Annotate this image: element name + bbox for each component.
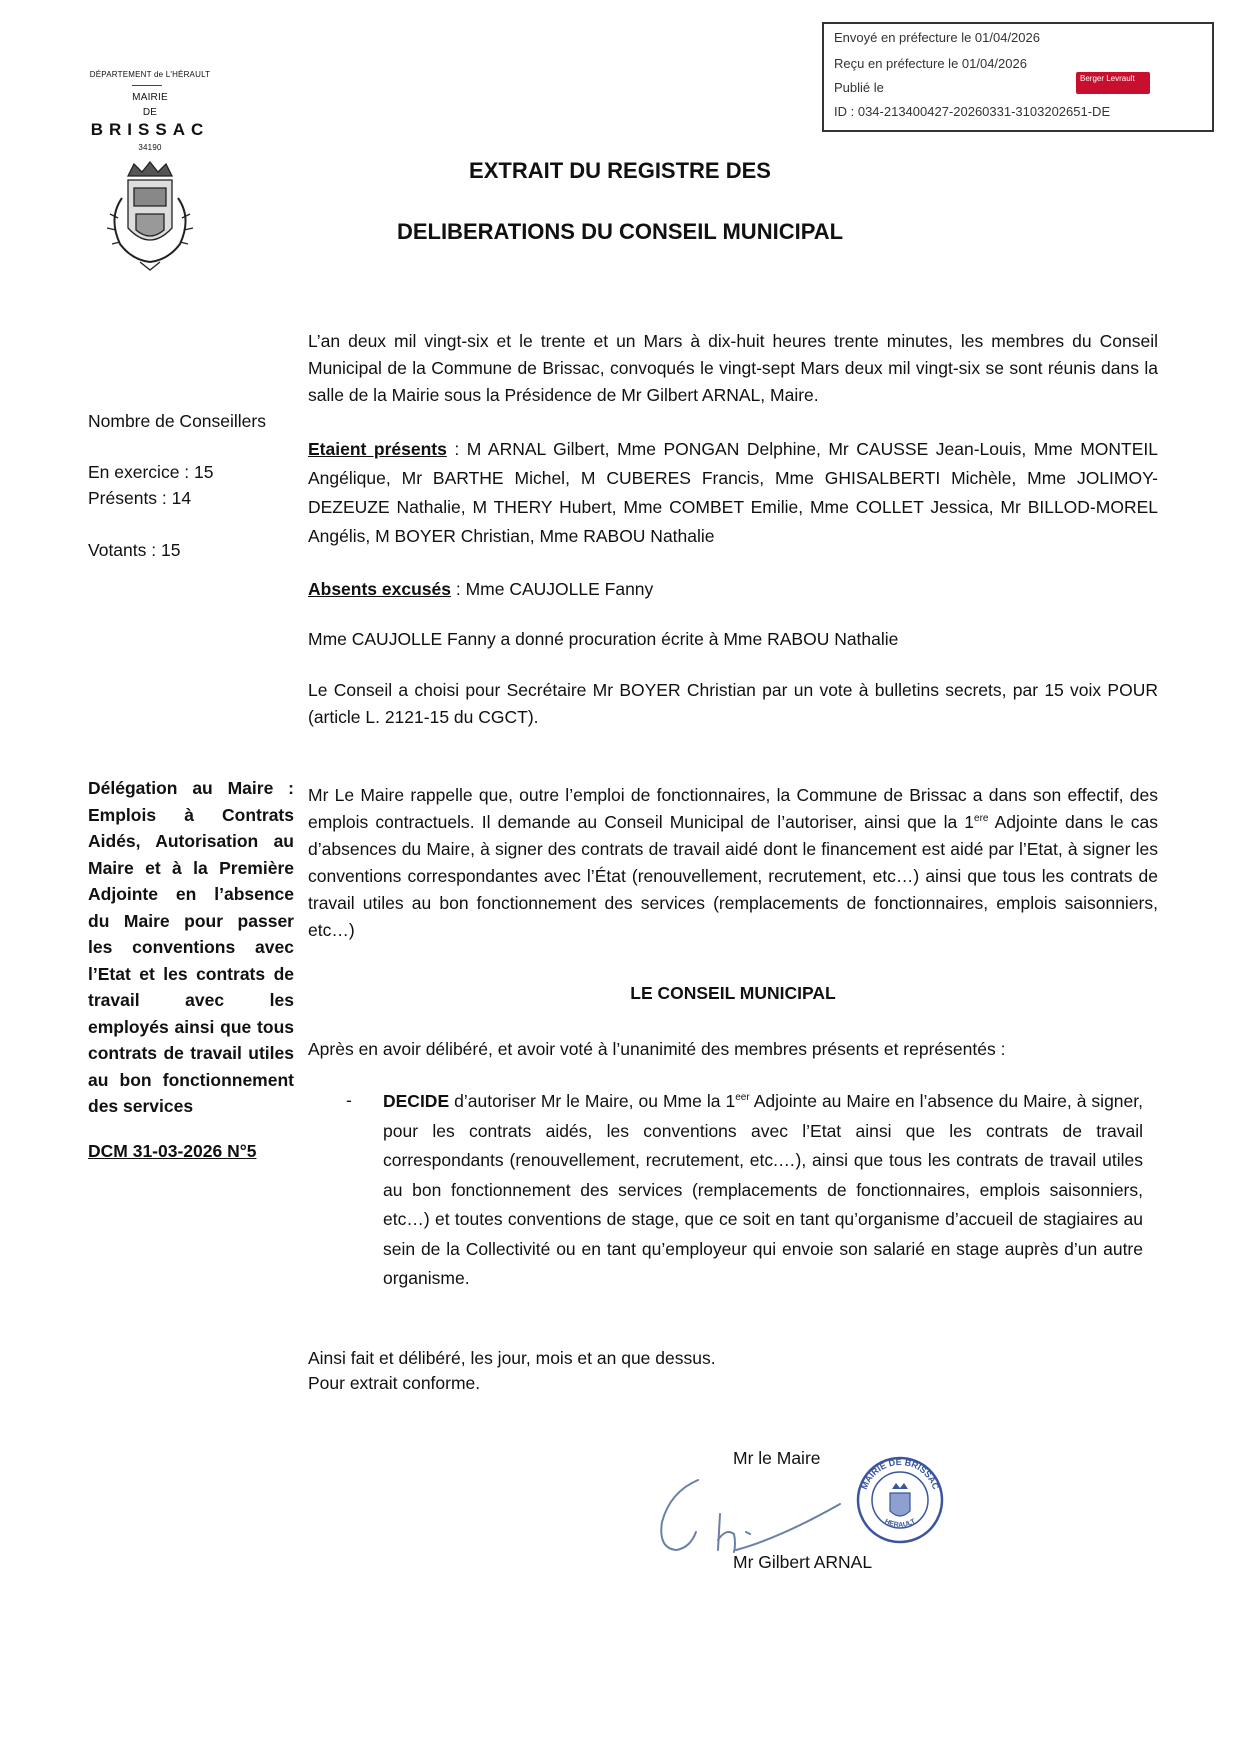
- absent-paragraph: [308, 576, 1158, 603]
- decide-bullet: -: [346, 1090, 352, 1110]
- after-deliberation-text: Après en avoir délibéré, et avoir voté à l’unanimité des membres présents et représentés :: [308, 1039, 1006, 1059]
- counts-heading: Nombre de Conseillers: [88, 411, 266, 431]
- dcm-reference: DCM 31-03-2026 N°5: [88, 1141, 257, 1161]
- secretary-paragraph: Le Conseil a choisi pour Secrétaire Mr BOYER Christian par un vote à bulletins secrets, par 15 voix POUR (article L. 2121-15 du CGCT).: [308, 680, 1158, 727]
- seal-text: MAIRIE DE BRISSAC: [858, 1456, 942, 1491]
- stamp-id: ID : 034-213400427-20260331-3103202651-DE: [834, 104, 1111, 119]
- body-paragraph: [308, 782, 1158, 944]
- present-list: : M ARNAL Gilbert, Mme PONGAN Delphine, Mr CAUSSE Jean-Louis, Mme MONTEIL Angélique, Mr BARTHE Michel, M CUBERES Francis, Mme GHISALBERTI Michèle, Mme JOLIMOY-DEZEUZE Nathalie, M THERY Hubert, Mme COMBET Emilie, Mme COLLET Jessica, Mr BILLOD-MOREL Angélis, M BOYER Christian, Mme RABOU Nathalie: [308, 439, 1158, 546]
- handwritten-signature-icon: [650, 1462, 850, 1562]
- stamp-published: Publié le: [834, 80, 884, 95]
- prefecture-stamp: [822, 22, 1214, 132]
- de-label: DE: [142, 107, 158, 118]
- absent-list: : Mme CAUJOLLE Fanny: [451, 579, 654, 599]
- signer-title: Mr le Maire: [733, 1448, 821, 1468]
- seal-bottom-text: HERAULT: [883, 1518, 917, 1529]
- stamp-sent-date: Envoyé en préfecture le 01/04/2026: [834, 30, 1040, 45]
- body-text-part1: Mr Le Maire rappelle que, outre l’emploi de fonctionnaires, la Commune de Brissac a dans son effectif, des emplois contractuels. Il demande au Conseil Municipal de l’autoriser, ainsi que la 1: [308, 785, 1158, 832]
- official-seal-icon: [855, 1455, 945, 1545]
- document-title-line2: DELIBERATIONS DU CONSEIL MUNICIPAL: [396, 219, 844, 244]
- stamp-received-date: Reçu en préfecture le 01/04/2026: [834, 56, 1027, 71]
- count-presents: Présents : 14: [88, 488, 192, 508]
- department-label: DÉPARTEMENT de L'HÉRAULT: [89, 70, 211, 79]
- present-paragraph: [308, 435, 1158, 551]
- procuration-text: Mme CAUJOLLE Fanny a donné procuration écrite à Mme RABOU Nathalie: [308, 629, 899, 649]
- deliberation-subject: Délégation au Maire : Emplois à Contrats Aidés, Autorisation au Maire et à la Première Adjointe en l’absence du Maire pour passer les conventions avec l’Etat et les contrats de travail avec les employés ainsi que tous contrats de travail utiles au bon fonctionnement des services: [88, 778, 294, 1116]
- decide-paragraph: [383, 1087, 1143, 1294]
- body-superscript: ere: [974, 813, 989, 825]
- body-text-part2: Adjointe dans le cas d’absences du Maire, à signer des contrats de travail aidé dont le financement est aidé par l’Etat, à signer les conventions correspondantes avec l’État (renouvellement, recrutement, etc…) ainsi que tous les contrats de travail utiles au bon fonctionnement des services (remplacements de fonctionnaires, emplois saisonniers, etc…): [308, 812, 1158, 940]
- mairie-label: MAIRIE: [132, 92, 168, 103]
- svg-text:MAIRIE DE BRISSAC: [859, 1457, 941, 1491]
- closing-line2: Pour extrait conforme.: [308, 1373, 481, 1393]
- signer-name: Mr Gilbert ARNAL: [733, 1552, 873, 1572]
- decide-text-part1: d’autoriser Mr le Maire, ou Mme la 1: [449, 1091, 736, 1111]
- intro-paragraph: L’an deux mil vingt-six et le trente et un Mars à dix-huit heures trente minutes, les membres du Conseil Municipal de la Commune de Brissac, convoqués le vingt-sept Mars deux mil vingt-six se sont réunis dans la salle de la Mairie sous la Présidence de Mr Gilbert ARNAL, Maire.: [308, 331, 1158, 405]
- decide-text-part2: Adjointe au Maire en l’absence du Maire, à signer, pour les contrats aidés, les conventions avec l’Etat ainsi que les contrats de travail correspondants (renouvellement, recrutement, etc.…), ainsi que tous les contrats de travail utiles au bon fonctionnement des services (remplacements de fonctionnaires, emplois saisonniers, etc…) et toutes conventions de stage, que ce soit en tant qu’organisme d’accueil de stagiaires au sein de la Collectivité ou en tant qu’employeur qui envoie son salarié en stage auprès d’un autre organisme.: [383, 1091, 1143, 1288]
- svg-text:HERAULT: [883, 1518, 917, 1529]
- decide-superscript: eer: [735, 1092, 750, 1104]
- coat-of-arms-icon: [100, 158, 200, 276]
- header-divider: [132, 85, 162, 86]
- present-label: Etaient présents: [308, 439, 447, 459]
- commune-name: BRISSAC: [90, 120, 210, 139]
- absent-label: Absents excusés: [308, 579, 451, 599]
- closing-line1: Ainsi fait et délibéré, les jour, mois et an que dessus.: [308, 1348, 716, 1368]
- document-title-line1: EXTRAIT DU REGISTRE DES: [469, 158, 771, 183]
- count-votants: Votants : 15: [88, 540, 181, 560]
- berger-levrault-logo: Berger Levrault: [1076, 72, 1150, 94]
- council-heading: LE CONSEIL MUNICIPAL: [630, 983, 836, 1003]
- decide-label: DECIDE: [383, 1091, 450, 1111]
- count-exercice: En exercice : 15: [88, 462, 214, 482]
- postcode: 34190: [138, 143, 162, 152]
